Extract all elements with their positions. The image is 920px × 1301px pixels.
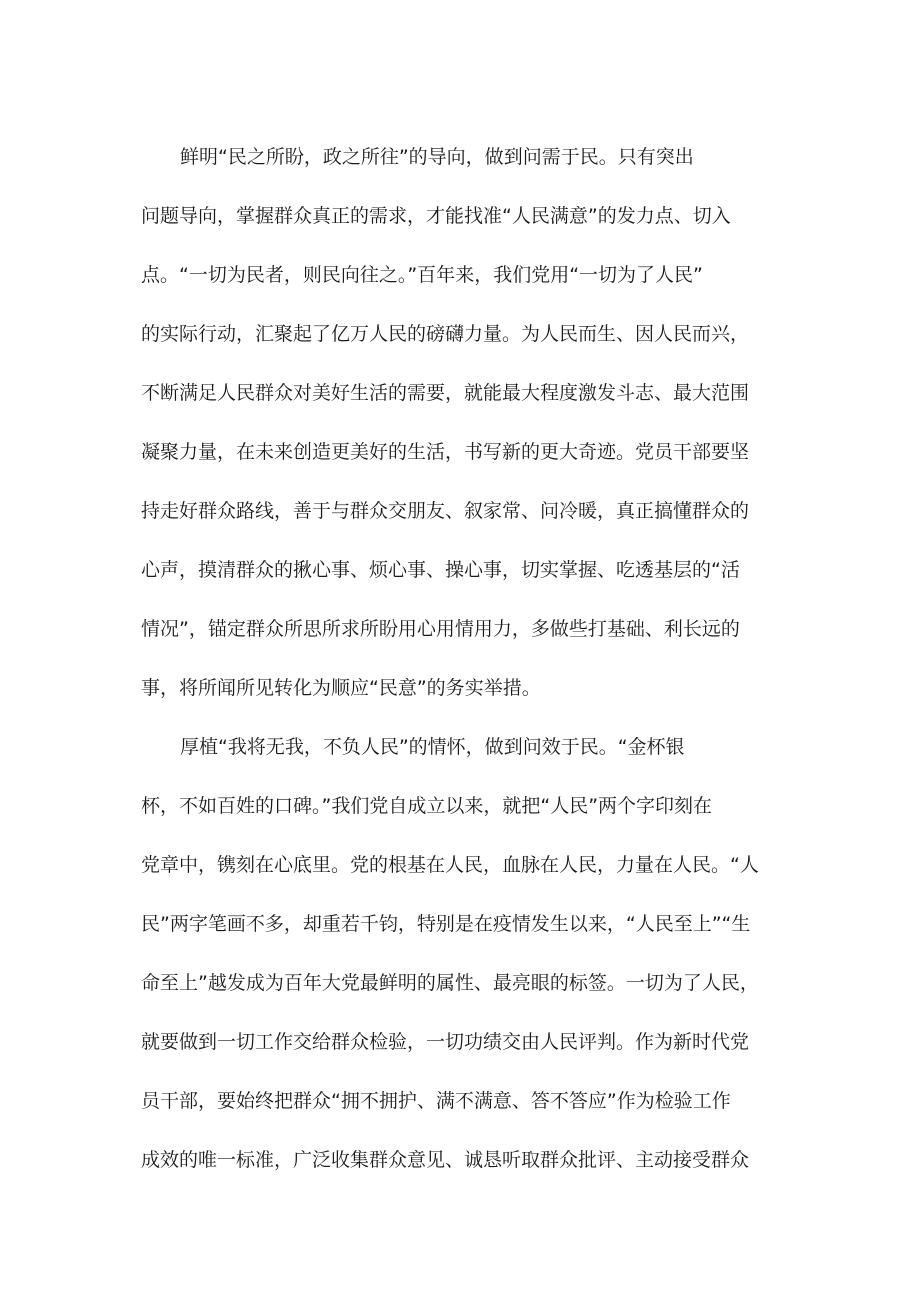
text-line: 鲜明“民之所盼，政之所往”的导向，做到问需于民。只有突出 xyxy=(180,146,694,168)
text-line: 问题导向，掌握群众真正的需求，才能找准“人民满意”的发力点、切入 xyxy=(141,205,731,227)
text-line: 凝聚力量，在未来创造更美好的生活，书写新的更大奇迹。党员干部要坚 xyxy=(141,441,750,463)
text-line: 点。“一切为民者，则民向往之。”百年来，我们党用“一切为了人民” xyxy=(141,264,703,286)
text-line: 不断满足人民群众对美好生活的需要，就能最大程度激发斗志、最大范围 xyxy=(141,382,750,404)
text-line: 心声，摸清群众的揪心事、烦心事、操心事，切实掌握、吃透基层的“活 xyxy=(141,559,740,581)
text-line: 持走好群众路线，善于与群众交朋友、叙家常、问冷暖，真正搞懂群众的 xyxy=(141,500,750,522)
text-line: 命至上”越发成为百年大党最鲜明的属性、最亮眼的标签。一切为了人民， xyxy=(141,972,759,994)
text-line: 成效的唯一标准，广泛收集群众意见、诚恳听取群众批评、主动接受群众 xyxy=(141,1149,750,1171)
text-line: 杯，不如百姓的口碑。”我们党自成立以来，就把“人民”两个字印刻在 xyxy=(141,795,713,817)
text-line: 就要做到一切工作交给群众检验，一切功绩交由人民评判。作为新时代党 xyxy=(141,1031,750,1053)
text-line: 员干部，要始终把群众“拥不拥护、满不满意、答不答应”作为检验工作 xyxy=(141,1090,731,1112)
text-line: 情况”，锚定群众所思所求所盼用心用情用力，多做些打基础、利长远的 xyxy=(141,618,740,640)
text-line: 党章中，镌刻在心底里。党的根基在人民，血脉在人民，力量在人民。“人 xyxy=(141,854,759,876)
text-line: 厚植“我将无我，不负人民”的情怀，做到问效于民。“金杯银 xyxy=(180,736,685,758)
text-line: 的实际行动，汇聚起了亿万人民的磅礴力量。为人民而生、因人民而兴， xyxy=(141,323,750,345)
text-line: 民”两字笔画不多，却重若千钧，特别是在疫情发生以来，“人民至上”“生 xyxy=(141,913,751,935)
text-line: 事，将所闻所见转化为顺应“民意”的务实举措。 xyxy=(141,677,541,699)
